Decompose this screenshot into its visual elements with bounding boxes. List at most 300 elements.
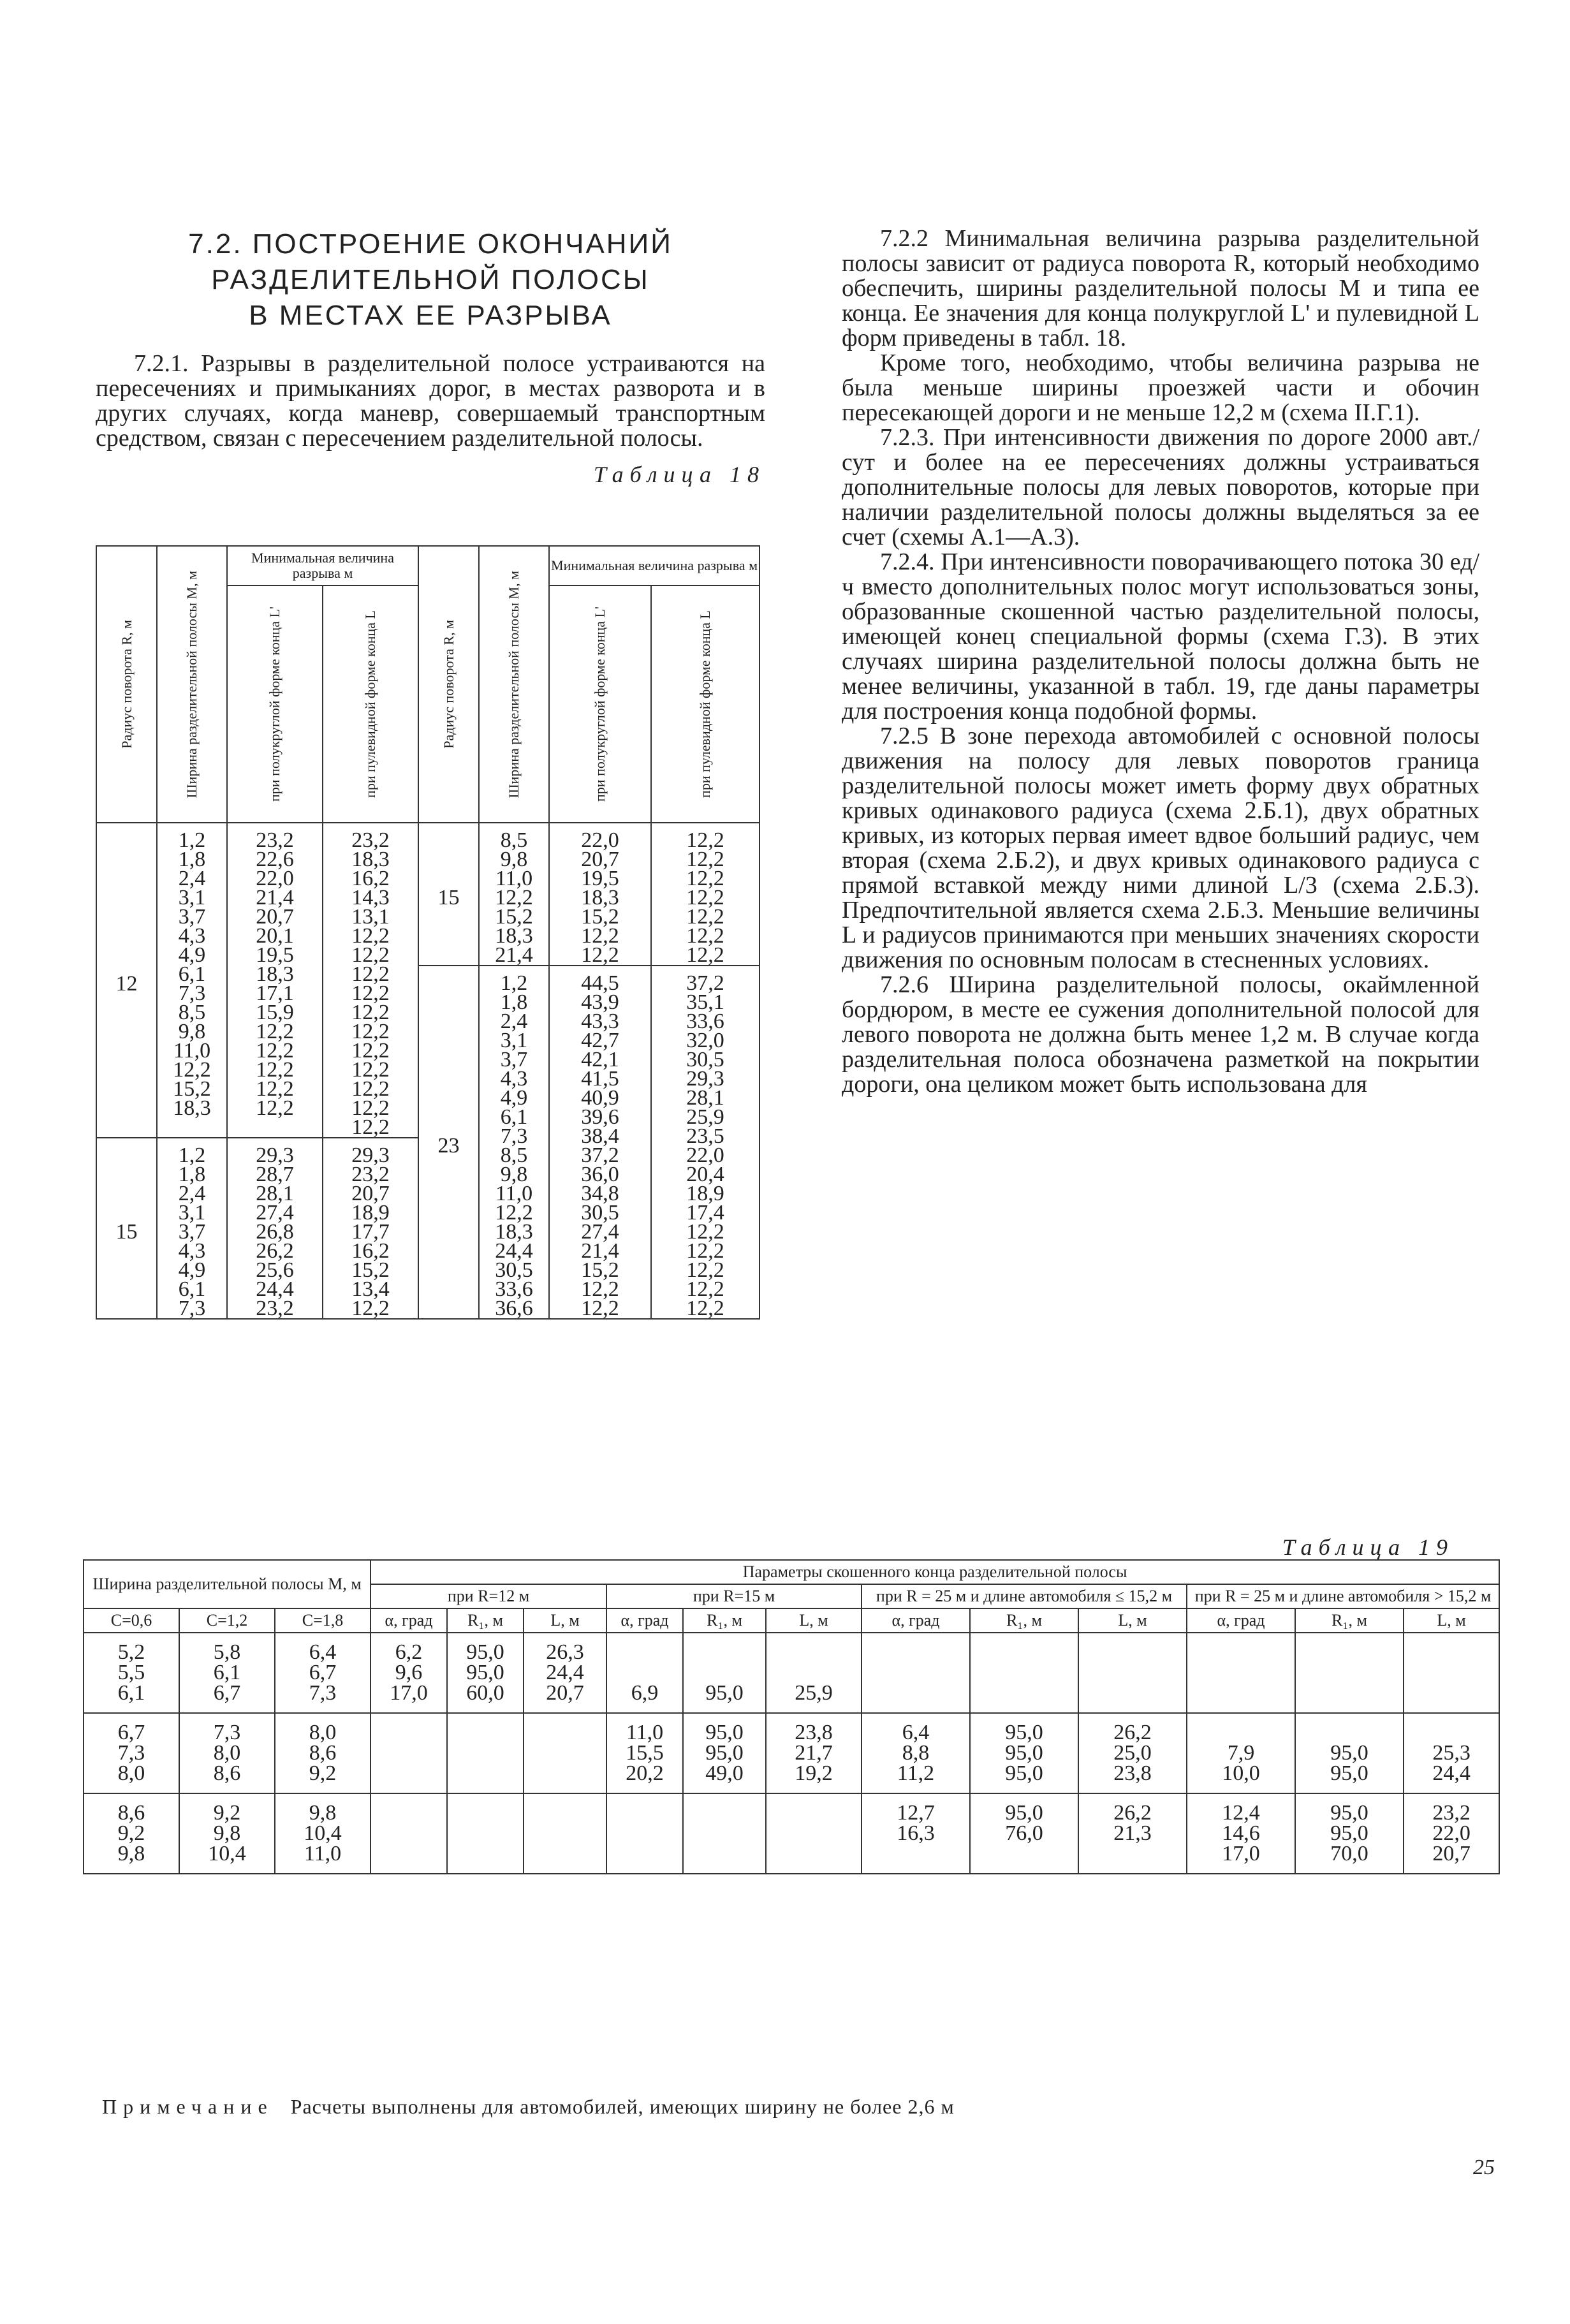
cell-value: 25,9 — [686, 1105, 724, 1129]
cell-value: 12,2 — [351, 1001, 390, 1024]
cell-value: 34,8 — [581, 1182, 619, 1205]
cell-value: 5,2 — [117, 1640, 145, 1664]
table-18-caption: Таблица 18 — [593, 462, 765, 487]
cell-value: 7,3 — [500, 1124, 528, 1148]
cell-value: 42,7 — [581, 1029, 619, 1052]
cell-value: 11,0 — [626, 1721, 664, 1744]
cell-value: 14,6 — [1222, 1821, 1260, 1845]
t19-cell — [606, 1633, 683, 1713]
cell-value: 13,4 — [351, 1277, 390, 1301]
t19-cell — [275, 1633, 370, 1713]
t19-cell — [1404, 1713, 1499, 1793]
t18-col-width — [479, 966, 549, 1319]
cell-value: 8,5 — [500, 828, 528, 852]
cell-value: 11,2 — [897, 1761, 935, 1785]
cell-value: 8,6 — [309, 1741, 337, 1765]
t19-header-params: Параметры скошенного конца разделительной полосы — [370, 1560, 1499, 1584]
t19-cell — [1404, 1793, 1499, 1874]
cell-value: 30,5 — [581, 1201, 619, 1225]
section-title-line-3: В МЕСТАХ ЕЕ РАЗРЫВА — [249, 300, 612, 331]
cell-value: 12,2 — [686, 943, 724, 967]
cell-value: 3,7 — [500, 1048, 528, 1071]
cell-value: 19,5 — [581, 867, 619, 890]
cell-value: 23,2 — [256, 828, 294, 852]
cell-value: 95,0 — [1330, 1801, 1368, 1825]
t18-col-semicircular — [549, 823, 651, 966]
t19-cell — [447, 1633, 524, 1713]
t19-header-l: L, м — [1404, 1608, 1499, 1633]
cell-value: 20,7 — [546, 1681, 584, 1705]
cell-value: 22,0 — [1432, 1821, 1471, 1845]
cell-value: 38,4 — [581, 1124, 619, 1148]
t19-cell — [84, 1633, 179, 1713]
cell-value: 33,6 — [686, 1010, 724, 1033]
t19-header-alpha: α, град — [862, 1608, 970, 1633]
t19-header-width: Ширина разделительной полосы M, м — [84, 1560, 370, 1608]
t19-cell — [862, 1793, 970, 1874]
cell-value: 40,9 — [581, 1086, 619, 1110]
t19-header-c06: C=0,6 — [84, 1608, 179, 1633]
cell-value: 3,1 — [500, 1029, 528, 1052]
paragraph-7-2-5: 7.2.5 В зоне перехода автомобилей с основной полосы движения на полосу для левых поворотов граница разделительной полосы может иметь форму двух обратных кривых одинакового радиуса (схема 2.Б.1), двух обратных кривых, из которых первая имеет вдвое больший радиус, чем вторая (схема 2.Б.2), и двух кривых одинакового радиуса с прямой вставкой между ними длиной L/3 (схема 2.Б.3). Предпочтительной является схема 2.Б.3. Меньшие величины L и радиусов принимаются при меньших значениях скорости движения по основным полосам в стесненных условиях. — [842, 723, 1479, 973]
cell-value: 12,2 — [686, 1258, 724, 1282]
cell-value: 44,5 — [581, 971, 619, 995]
cell-value: 95,0 — [1330, 1741, 1368, 1765]
cell-value: 43,9 — [581, 990, 619, 1014]
t19-row-group — [84, 1633, 1499, 1713]
cell-value: 29,3 — [351, 1144, 390, 1167]
cell-value: 8,8 — [902, 1741, 930, 1765]
cell-value: 23,2 — [256, 1297, 294, 1320]
cell-value: 26,2 — [1113, 1721, 1152, 1744]
cell-value: 60,0 — [466, 1681, 504, 1705]
t19-cell — [970, 1713, 1078, 1793]
cell-value: 12,2 — [351, 1077, 390, 1101]
cell-value: 12,2 — [351, 982, 390, 1005]
t18-col-width — [157, 823, 227, 1138]
cell-value: 16,2 — [351, 1239, 390, 1263]
cell-value: 3,7 — [178, 905, 206, 929]
cell-value: 7,3 — [213, 1721, 241, 1744]
cell-value: 14,3 — [351, 886, 390, 909]
cell-value: 18,3 — [581, 886, 619, 909]
cell-value: 12,2 — [581, 1297, 619, 1320]
cell-value — [158, 1118, 226, 1137]
cell-value: 21,3 — [1113, 1821, 1152, 1845]
cell-value: 19,5 — [256, 943, 294, 967]
cell-value: 4,9 — [178, 1258, 206, 1282]
cell-value: 28,7 — [256, 1163, 294, 1186]
cell-value: 12,2 — [351, 1115, 390, 1139]
t19-cell — [1187, 1793, 1295, 1874]
cell-value: 8,6 — [213, 1761, 241, 1785]
cell-value: 12,2 — [351, 943, 390, 967]
cell-value: 95,0 — [1005, 1721, 1043, 1744]
cell-value: 36,0 — [581, 1163, 619, 1186]
cell-value: 12,2 — [686, 905, 724, 929]
t19-cell — [1078, 1793, 1187, 1874]
cell-value: 15,2 — [581, 905, 619, 929]
cell-value: 70,0 — [1330, 1842, 1368, 1865]
cell-value: 11,0 — [495, 1182, 533, 1205]
cell-value: 95,0 — [705, 1721, 744, 1744]
t18-header-group-left: Минимальная величина разрыва м — [227, 546, 418, 585]
cell-value: 12,2 — [173, 1058, 211, 1082]
cell-value: 12,2 — [686, 1220, 724, 1244]
cell-value: 17,1 — [256, 982, 294, 1005]
t19-cell — [275, 1713, 370, 1793]
cell-value: 33,6 — [495, 1277, 533, 1301]
cell-value: 24,4 — [1432, 1761, 1471, 1785]
cell-value — [608, 1663, 681, 1683]
cell-value: 32,0 — [686, 1029, 724, 1052]
cell-value: 17,0 — [1222, 1842, 1260, 1865]
cell-value: 12,2 — [351, 924, 390, 948]
cell-value: 9,2 — [213, 1801, 241, 1825]
cell-value: 23,8 — [795, 1721, 833, 1744]
cell-value: 7,9 — [1227, 1741, 1255, 1765]
cell-value: 36,6 — [495, 1297, 533, 1320]
t19-cell — [1078, 1713, 1187, 1793]
t19-cell — [766, 1633, 862, 1713]
cell-value: 20,7 — [1432, 1842, 1471, 1865]
cell-value: 12,2 — [495, 886, 533, 909]
cell-value: 24,4 — [495, 1239, 533, 1263]
cell-value: 22,0 — [686, 1144, 724, 1167]
cell-value: 1,8 — [500, 990, 528, 1014]
t18-col-width — [157, 1138, 227, 1319]
t19-cell — [683, 1713, 766, 1793]
cell-value: 15,5 — [626, 1741, 664, 1765]
t19-header-l: L, м — [1078, 1608, 1187, 1633]
cell-value: 12,2 — [581, 943, 619, 967]
cell-value: 20,2 — [626, 1761, 664, 1785]
cell-value: 9,8 — [213, 1821, 241, 1845]
cell-value: 18,9 — [686, 1182, 724, 1205]
cell-value: 6,4 — [309, 1640, 337, 1664]
t19-cell — [84, 1713, 179, 1793]
cell-value: 16,3 — [897, 1821, 935, 1845]
cell-value: 23,2 — [1432, 1801, 1471, 1825]
cell-value: 23,8 — [1113, 1761, 1152, 1785]
t18-header-width-left: Ширина разделительной полосы M, м — [157, 546, 227, 823]
t18-col-bullet — [323, 823, 418, 1138]
cell-value: 6,2 — [395, 1640, 423, 1664]
cell-value — [1297, 1723, 1402, 1743]
cell-value: 12,2 — [351, 1058, 390, 1082]
cell-value: 4,9 — [500, 1086, 528, 1110]
cell-value: 8,5 — [500, 1144, 528, 1167]
t18-header-semicircular-left: при полукруглой форме конца L' — [227, 585, 323, 823]
cell-value: 95,0 — [1330, 1821, 1368, 1845]
cell-value: 15,2 — [495, 905, 533, 929]
cell-value: 26,2 — [1113, 1801, 1152, 1825]
cell-value: 7,3 — [178, 1297, 206, 1320]
cell-value: 11,0 — [304, 1842, 342, 1865]
cell-value: 12,2 — [581, 924, 619, 948]
t19-cell — [766, 1713, 862, 1793]
t19-row-group — [84, 1793, 1499, 1874]
cell-value: 26,2 — [256, 1239, 294, 1263]
cell-value: 9,2 — [309, 1761, 337, 1785]
cell-value: 12,2 — [351, 962, 390, 986]
cell-value: 1,2 — [178, 1144, 206, 1167]
right-column — [842, 226, 1479, 1097]
cell-value: 2,4 — [178, 867, 206, 890]
cell-value: 6,1 — [178, 1277, 206, 1301]
t18-col-width — [479, 823, 549, 966]
t19-cell — [524, 1793, 606, 1874]
cell-value: 42,1 — [581, 1048, 619, 1071]
t19-cell — [606, 1793, 683, 1874]
cell-value — [768, 1663, 860, 1683]
cell-value: 37,2 — [581, 1144, 619, 1167]
t18-radius-cell: 23 — [418, 966, 479, 1319]
t19-header-r1: R₁, м — [683, 1608, 766, 1633]
t18-radius-cell: 15 — [418, 823, 479, 966]
cell-value: 1,8 — [178, 848, 206, 871]
cell-value — [685, 1642, 764, 1663]
t19-cell — [606, 1713, 683, 1793]
table-19 — [83, 1559, 1500, 1874]
cell-value: 9,8 — [309, 1801, 337, 1825]
cell-value: 5,5 — [117, 1661, 145, 1684]
cell-value: 10,4 — [208, 1842, 246, 1865]
cell-value: 12,2 — [686, 828, 724, 852]
t19-header-alpha: α, град — [370, 1608, 447, 1633]
t19-cell — [1078, 1633, 1187, 1713]
cell-value: 7,3 — [309, 1681, 337, 1705]
cell-value: 8,6 — [117, 1801, 145, 1825]
cell-value: 95,0 — [1330, 1761, 1368, 1785]
cell-value: 6,7 — [117, 1721, 145, 1744]
t19-cell — [524, 1633, 606, 1713]
t19-header-l: L, м — [524, 1608, 606, 1633]
paragraph-continuation: Кроме того, необходимо, чтобы величина разрыва не была меньше ширины проезжей части и обочин пересекающей дороги и не меньше 12,2 м (схема II.Г.1). — [842, 349, 1479, 426]
cell-value: 12,2 — [686, 848, 724, 871]
cell-value: 16,2 — [351, 867, 390, 890]
cell-value: 1,2 — [178, 828, 206, 852]
cell-value: 12,2 — [686, 924, 724, 948]
cell-value: 25,0 — [1113, 1741, 1152, 1765]
cell-value: 5,8 — [213, 1640, 241, 1664]
t19-header-c12: C=1,2 — [179, 1608, 275, 1633]
cell-value: 21,4 — [495, 943, 533, 967]
cell-value: 24,4 — [256, 1277, 294, 1301]
cell-value: 12,2 — [256, 1058, 294, 1082]
t18-col-bullet — [651, 823, 759, 966]
cell-value: 10,4 — [304, 1821, 342, 1845]
cell-value: 17,7 — [351, 1220, 390, 1244]
cell-value: 10,0 — [1222, 1761, 1260, 1785]
cell-value: 95,0 — [705, 1741, 744, 1765]
t18-col-bullet — [651, 966, 759, 1319]
t19-body — [84, 1633, 1499, 1874]
t19-cell — [1295, 1793, 1404, 1874]
cell-value: 6,1 — [117, 1681, 145, 1705]
t19-cell — [1295, 1633, 1404, 1713]
cell-value: 49,0 — [705, 1761, 744, 1785]
cell-value: 18,3 — [351, 848, 390, 871]
t18-header-radius-right: Радиус поворота R, м — [418, 546, 479, 823]
t18-col-semicircular — [227, 1138, 323, 1319]
t18-radius-cell: 12 — [96, 823, 157, 1138]
cell-value — [768, 1642, 860, 1663]
cell-value: 6,7 — [213, 1681, 241, 1705]
cell-value: 9,6 — [395, 1661, 423, 1684]
cell-value: 30,5 — [686, 1048, 724, 1071]
cell-value: 12,2 — [351, 1020, 390, 1043]
paragraph-7-2-1: 7.2.1. Разрывы в разделительной полосе устраиваются на пересечениях и примыканиях дорог, в местах разворота и в других случаях, когда маневр, совершаемый транспортным средством, связан с пересечением разделительной полосы. — [96, 350, 765, 452]
cell-value: 4,9 — [178, 943, 206, 967]
cell-value: 22,0 — [581, 828, 619, 852]
cell-value: 95,0 — [1005, 1801, 1043, 1825]
paragraph-7-2-2: 7.2.2 Минимальная величина разрыва разделительной полосы зависит от радиуса поворота R, который необходимо обеспечить, ширины разделительной полосы M и типа ее конца. Ее значения для конца полукруглой L' и пулевидной L форм приведены в табл. 18. — [842, 225, 1479, 351]
cell-value: 20,1 — [256, 924, 294, 948]
cell-value — [608, 1642, 681, 1663]
cell-value: 22,6 — [256, 848, 294, 871]
cell-value: 12,2 — [686, 1277, 724, 1301]
t19-header-r1: R₁, м — [970, 1608, 1078, 1633]
t19-cell — [447, 1713, 524, 1793]
t19-cell — [179, 1713, 275, 1793]
t19-cell — [683, 1793, 766, 1874]
cell-value: 6,4 — [902, 1721, 930, 1744]
cell-value: 20,7 — [256, 905, 294, 929]
cell-value: 8,5 — [178, 1001, 206, 1024]
cell-value: 12,2 — [351, 1039, 390, 1063]
cell-value: 7,3 — [178, 982, 206, 1005]
t18-header-group-right: Минимальная величина разрыва м — [549, 546, 759, 585]
t19-cell — [683, 1633, 766, 1713]
cell-value: 12,2 — [686, 1239, 724, 1263]
cell-value: 21,4 — [256, 886, 294, 909]
cell-value: 1,8 — [178, 1163, 206, 1186]
cell-value: 2,4 — [178, 1182, 206, 1205]
cell-value: 12,2 — [351, 1297, 390, 1320]
t19-row-group — [84, 1713, 1499, 1793]
cell-value: 30,5 — [495, 1258, 533, 1282]
cell-value: 18,3 — [173, 1096, 211, 1120]
t18-col-bullet — [323, 1138, 418, 1319]
cell-value — [228, 1118, 322, 1137]
cell-value: 9,2 — [117, 1821, 145, 1845]
cell-value: 2,4 — [500, 1010, 528, 1033]
t19-cell — [766, 1793, 862, 1874]
t19-header-r12: при R=12 м — [370, 1584, 606, 1608]
cell-value: 6,1 — [500, 1105, 528, 1129]
t19-header-r1: R₁, м — [1295, 1608, 1404, 1633]
cell-value: 18,3 — [256, 962, 294, 986]
cell-value: 12,2 — [495, 1201, 533, 1225]
cell-value: 12,2 — [351, 1096, 390, 1120]
t19-cell — [862, 1713, 970, 1793]
t19-cell — [1187, 1713, 1295, 1793]
t19-header-alpha: α, град — [606, 1608, 683, 1633]
cell-value: 4,3 — [500, 1067, 528, 1091]
t19-header-l: L, м — [766, 1608, 862, 1633]
cell-value: 15,9 — [256, 1001, 294, 1024]
section-title-line-1: 7.2. ПОСТРОЕНИЕ ОКОНЧАНИЙ — [188, 228, 673, 260]
cell-value: 17,4 — [686, 1201, 724, 1225]
t19-cell — [370, 1713, 447, 1793]
cell-value: 9,8 — [178, 1020, 206, 1043]
cell-value: 3,1 — [178, 886, 206, 909]
cell-value: 24,4 — [546, 1661, 584, 1684]
t19-header-r25-short: при R = 25 м и длине автомобиля ≤ 15,2 м — [862, 1584, 1187, 1608]
cell-value: 8,0 — [117, 1761, 145, 1785]
cell-value: 6,9 — [631, 1681, 659, 1705]
cell-value: 12,2 — [686, 1297, 724, 1320]
cell-value: 12,7 — [897, 1801, 935, 1825]
cell-value: 4,3 — [178, 924, 206, 948]
cell-value: 19,2 — [795, 1761, 833, 1785]
cell-value: 15,2 — [173, 1077, 211, 1101]
note-text: Расчеты выполнены для автомобилей, имеющих ширину не более 2,6 м — [290, 2095, 955, 2118]
cell-value: 29,3 — [256, 1144, 294, 1167]
t19-cell — [84, 1793, 179, 1874]
cell-value: 25,9 — [795, 1681, 833, 1705]
t18-radius-cell: 15 — [96, 1138, 157, 1319]
cell-value: 9,8 — [500, 1163, 528, 1186]
cell-value: 28,1 — [256, 1182, 294, 1205]
table-19-caption: Таблица 19 — [1282, 1534, 1454, 1560]
cell-value: 6,7 — [309, 1661, 337, 1684]
cell-value: 3,1 — [178, 1201, 206, 1225]
table-18 — [96, 545, 760, 1320]
t19-cell — [1187, 1633, 1295, 1713]
cell-value: 17,0 — [390, 1681, 428, 1705]
t19-cell — [1295, 1713, 1404, 1793]
t19-header-r15: при R=15 м — [606, 1584, 862, 1608]
section-title — [96, 226, 765, 334]
cell-value: 95,0 — [1005, 1741, 1043, 1765]
cell-value: 12,4 — [1222, 1801, 1260, 1825]
cell-value: 13,1 — [351, 905, 390, 929]
cell-value: 20,7 — [581, 848, 619, 871]
cell-value: 21,7 — [795, 1741, 833, 1765]
t18-header-bullet-right: при пулевидной форме конца L — [651, 585, 759, 823]
cell-value: 8,0 — [309, 1721, 337, 1744]
left-column — [96, 226, 765, 487]
t18-col-semicircular — [549, 966, 651, 1319]
cell-value: 23,2 — [351, 828, 390, 852]
cell-value: 11,0 — [173, 1039, 211, 1063]
cell-value: 9,8 — [117, 1842, 145, 1865]
cell-value: 12,2 — [581, 1277, 619, 1301]
t18-header-bullet-left: при пулевидной форме конца L — [323, 585, 418, 823]
cell-value: 6,1 — [178, 962, 206, 986]
cell-value: 37,2 — [686, 971, 724, 995]
t18-header-radius-left: Радиус поворота R, м — [96, 546, 157, 823]
cell-value — [1189, 1723, 1293, 1743]
cell-value: 18,3 — [495, 924, 533, 948]
cell-value: 95,0 — [1005, 1761, 1043, 1785]
section-title-line-2: РАЗДЕЛИТЕЛЬНОЙ ПОЛОСЫ — [211, 264, 650, 295]
cell-value: 8,0 — [213, 1741, 241, 1765]
t19-header-r25-long: при R = 25 м и длине автомобиля > 15,2 м — [1187, 1584, 1499, 1608]
cell-value: 20,7 — [351, 1182, 390, 1205]
cell-value — [685, 1663, 764, 1683]
cell-value — [1405, 1723, 1497, 1743]
cell-value: 20,4 — [686, 1163, 724, 1186]
cell-value: 95,0 — [705, 1681, 744, 1705]
cell-value: 41,5 — [581, 1067, 619, 1091]
t18-col-semicircular — [227, 823, 323, 1138]
t19-cell — [447, 1793, 524, 1874]
paragraph-7-2-4: 7.2.4. При интенсивности поворачивающего потока 30 ед/ч вместо дополнительных полос могут использоваться зоны, образованные скошенной частью разделительной полосы, имеющей конец специальной формы (схема Г.3). В этих случаях ширина разделительной полосы должна быть не менее величины, указанной в табл. 19, где даны параметры для построения конца подобной формы. — [842, 548, 1479, 724]
paragraph-7-2-6: 7.2.6 Ширина разделительной полосы, окаймленной бордюром, в месте ее сужения дополнительной полосой для левого поворота не должна быть менее 1,2 м. В случае когда разделительная полоса обозначена разметкой на покрытии дороги, она целиком может быть использована для — [842, 971, 1479, 1098]
